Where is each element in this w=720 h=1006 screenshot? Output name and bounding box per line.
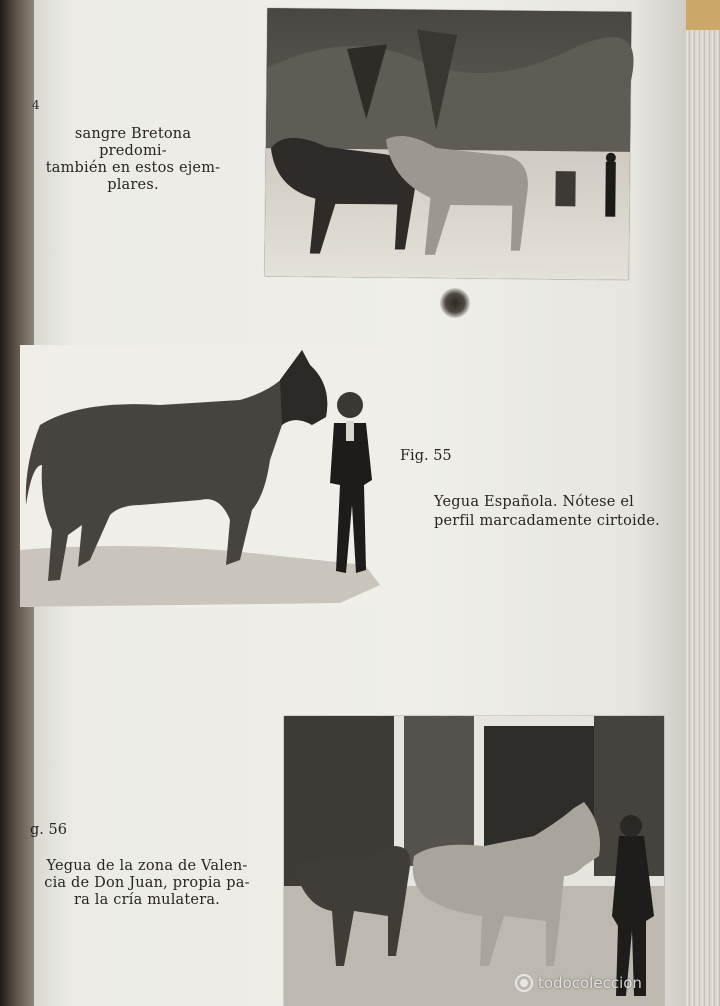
watermark <box>515 974 642 992</box>
caption-fig56-line-1: Yegua de la zona de Valen- <box>46 858 248 874</box>
caption-fig55-line-1: Yegua Española. Nótese el <box>434 494 634 510</box>
caption-top-line-2: también en estos ejem- <box>45 160 221 176</box>
caption-fig55 <box>434 494 660 530</box>
book-page <box>30 0 686 1006</box>
photo-valencia-mares <box>284 716 664 1006</box>
caption-fig56 <box>30 858 264 909</box>
watermark-text: todocoleccion <box>538 974 642 992</box>
caption-top <box>40 126 226 194</box>
caption-fig55-line-2: perfil marcadamente cirtoide. <box>434 513 660 529</box>
page-edges <box>686 0 720 1006</box>
photo-horses-market <box>265 8 632 280</box>
book-cover-corner <box>686 0 720 30</box>
circle-logo-icon <box>515 974 533 992</box>
photo-spanish-mare <box>20 345 380 607</box>
caption-top-line-1: sangre Bretona predomi- <box>74 126 192 159</box>
caption-fig56-line-2: cia de Don Juan, propia pa- <box>44 875 250 891</box>
ink-smudge <box>440 288 470 318</box>
caption-top-line-3: plares. <box>107 177 159 193</box>
fig55-label: Fig. 55 <box>400 448 452 464</box>
fig56-label: g. 56 <box>30 822 67 838</box>
page-marker: 4 <box>32 98 40 112</box>
caption-fig56-line-3: ra la cría mulatera. <box>74 892 220 908</box>
